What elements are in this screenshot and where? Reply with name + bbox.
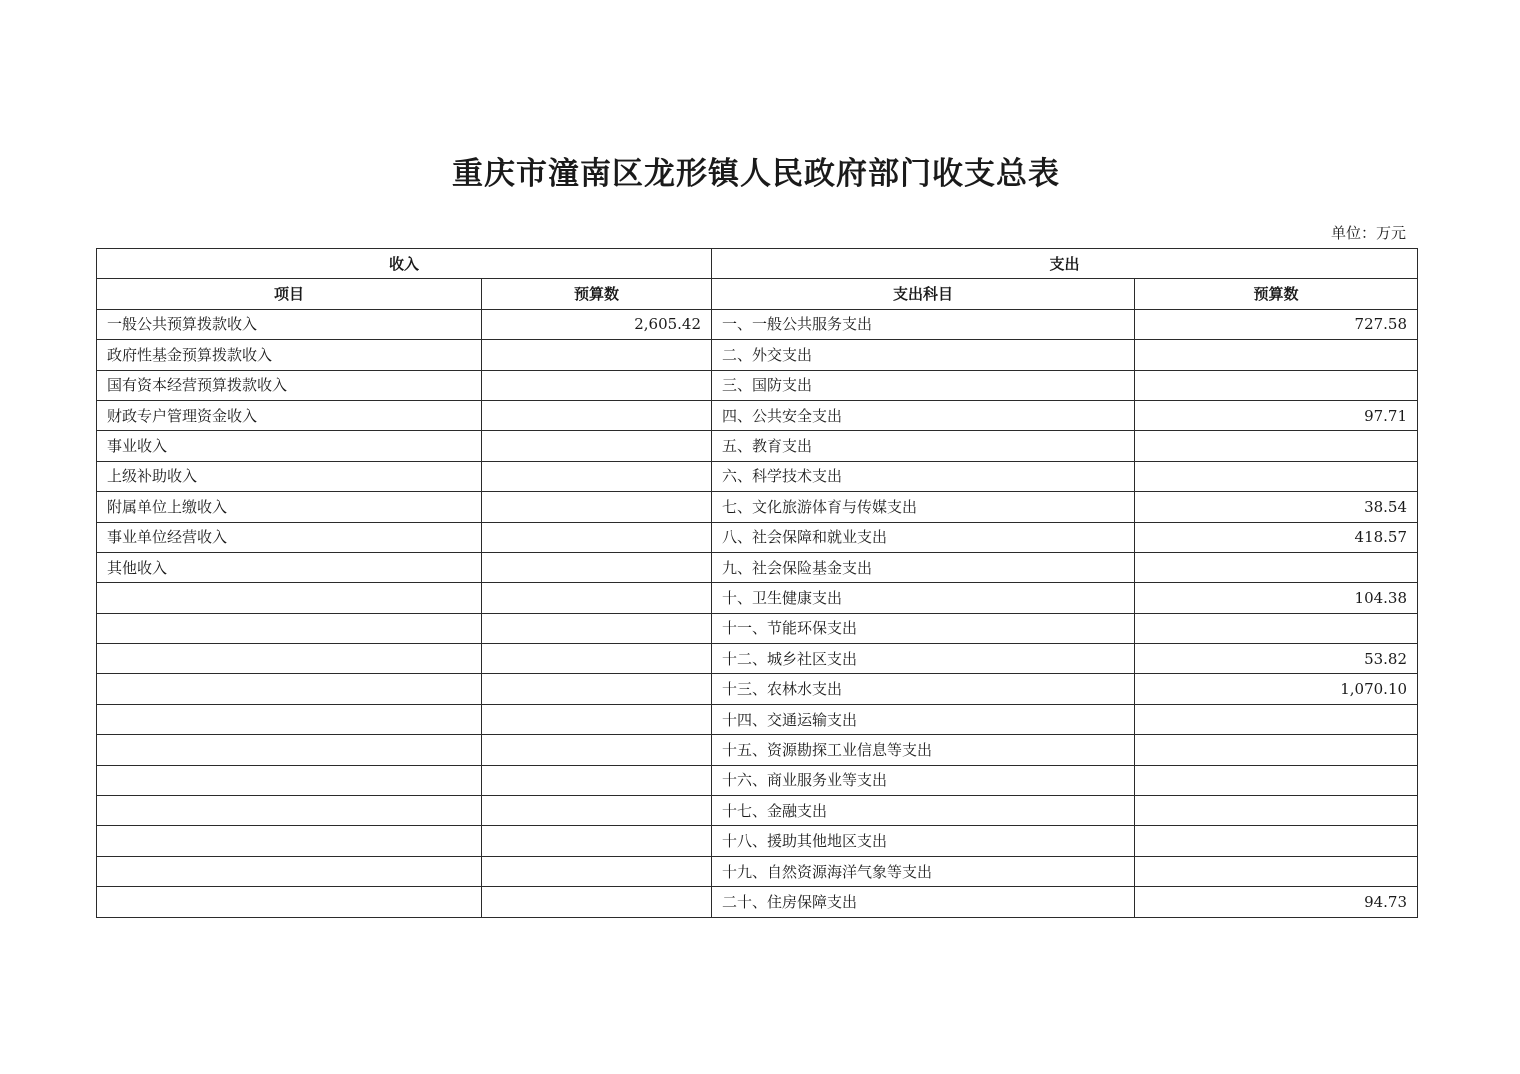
income-group-header: 收入 [97,249,712,279]
expense-item-cell: 八、社会保障和就业支出 [712,522,1135,552]
expense-amount-cell [1135,856,1418,886]
expense-item-cell: 十、卫生健康支出 [712,583,1135,613]
income-item-cell: 其他收入 [97,552,482,582]
unit-label: 单位：万元 [1330,224,1406,242]
income-item-cell: 一般公共预算拨款收入 [97,309,482,339]
income-amount-cell [482,704,712,734]
expense-item-cell: 二、外交支出 [712,340,1135,370]
income-amount-cell [482,492,712,522]
expense-budget-header: 预算数 [1135,279,1418,309]
income-amount-cell [482,370,712,400]
expense-amount-cell [1135,796,1418,826]
expense-amount-cell [1135,613,1418,643]
expense-group-header: 支出 [712,249,1418,279]
income-item-cell [97,583,482,613]
expense-amount-cell [1135,735,1418,765]
income-item-cell: 附属单位上缴收入 [97,492,482,522]
expense-amount-cell [1135,765,1418,795]
expense-amount-cell: 104.38 [1135,583,1418,613]
income-item-cell [97,704,482,734]
income-item-cell: 上级补助收入 [97,461,482,491]
table-body [97,309,1418,917]
income-amount-cell [482,461,712,491]
expense-item-cell: 七、文化旅游体育与传媒支出 [712,492,1135,522]
income-item-cell [97,796,482,826]
expense-item-cell: 六、科学技术支出 [712,461,1135,491]
income-item-cell [97,644,482,674]
expense-item-header: 支出科目 [712,279,1135,309]
expense-amount-cell: 418.57 [1135,522,1418,552]
income-amount-cell [482,887,712,917]
expense-amount-cell: 97.71 [1135,400,1418,430]
expense-item-cell: 十五、资源勘探工业信息等支出 [712,735,1135,765]
income-amount-cell [482,765,712,795]
expense-item-cell: 十三、农林水支出 [712,674,1135,704]
income-item-cell [97,674,482,704]
income-item-cell [97,765,482,795]
expense-amount-cell [1135,461,1418,491]
income-amount-cell [482,826,712,856]
expense-item-cell: 四、公共安全支出 [712,400,1135,430]
table-row [97,765,1418,795]
expense-item-cell: 三、国防支出 [712,370,1135,400]
expense-item-cell: 九、社会保险基金支出 [712,552,1135,582]
expense-item-cell: 十九、自然资源海洋气象等支出 [712,856,1135,886]
table-row [97,552,1418,582]
income-item-cell: 事业收入 [97,431,482,461]
table-row [97,856,1418,886]
table-row [97,674,1418,704]
column-header-row [97,279,1418,309]
table-row [97,826,1418,856]
expense-item-cell: 十七、金融支出 [712,796,1135,826]
expense-amount-cell [1135,370,1418,400]
income-amount-cell [482,856,712,886]
table-row [97,370,1418,400]
income-amount-cell: 2,605.42 [482,309,712,339]
income-amount-cell [482,796,712,826]
expense-amount-cell: 727.58 [1135,309,1418,339]
table-row [97,309,1418,339]
budget-summary-table [96,248,1418,918]
expense-item-cell: 十六、商业服务业等支出 [712,765,1135,795]
expense-amount-cell: 38.54 [1135,492,1418,522]
expense-item-cell: 一、一般公共服务支出 [712,309,1135,339]
expense-amount-cell [1135,826,1418,856]
income-amount-cell [482,552,712,582]
table-row [97,583,1418,613]
income-budget-header: 预算数 [482,279,712,309]
table-row [97,340,1418,370]
expense-item-cell: 十八、援助其他地区支出 [712,826,1135,856]
income-item-header: 项目 [97,279,482,309]
table-row [97,796,1418,826]
expense-item-cell: 二十、住房保障支出 [712,887,1135,917]
table-row [97,492,1418,522]
table-row [97,461,1418,491]
table-row [97,400,1418,430]
expense-item-cell: 五、教育支出 [712,431,1135,461]
income-amount-cell [482,613,712,643]
income-amount-cell [482,674,712,704]
income-amount-cell [482,400,712,430]
income-item-cell: 政府性基金预算拨款收入 [97,340,482,370]
income-amount-cell [482,583,712,613]
table-row [97,887,1418,917]
table-row [97,431,1418,461]
income-item-cell: 国有资本经营预算拨款收入 [97,370,482,400]
table-row [97,613,1418,643]
income-item-cell [97,613,482,643]
expense-amount-cell: 53.82 [1135,644,1418,674]
expense-amount-cell: 94.73 [1135,887,1418,917]
income-item-cell [97,826,482,856]
expense-item-cell: 十四、交通运输支出 [712,704,1135,734]
income-item-cell: 财政专户管理资金收入 [97,400,482,430]
expense-amount-cell [1135,552,1418,582]
income-amount-cell [482,522,712,552]
income-amount-cell [482,431,712,461]
expense-item-cell: 十二、城乡社区支出 [712,644,1135,674]
income-item-cell [97,735,482,765]
expense-amount-cell [1135,704,1418,734]
income-item-cell [97,856,482,886]
expense-item-cell: 十一、节能环保支出 [712,613,1135,643]
income-amount-cell [482,340,712,370]
table-row [97,644,1418,674]
table-row [97,735,1418,765]
income-item-cell [97,887,482,917]
table-row [97,704,1418,734]
income-item-cell: 事业单位经营收入 [97,522,482,552]
group-header-row [97,249,1418,279]
income-amount-cell [482,735,712,765]
expense-amount-cell [1135,431,1418,461]
table-row [97,522,1418,552]
expense-amount-cell [1135,340,1418,370]
income-amount-cell [482,644,712,674]
expense-amount-cell: 1,070.10 [1135,674,1418,704]
page-title: 重庆市潼南区龙形镇人民政府部门收支总表 [452,156,1060,192]
